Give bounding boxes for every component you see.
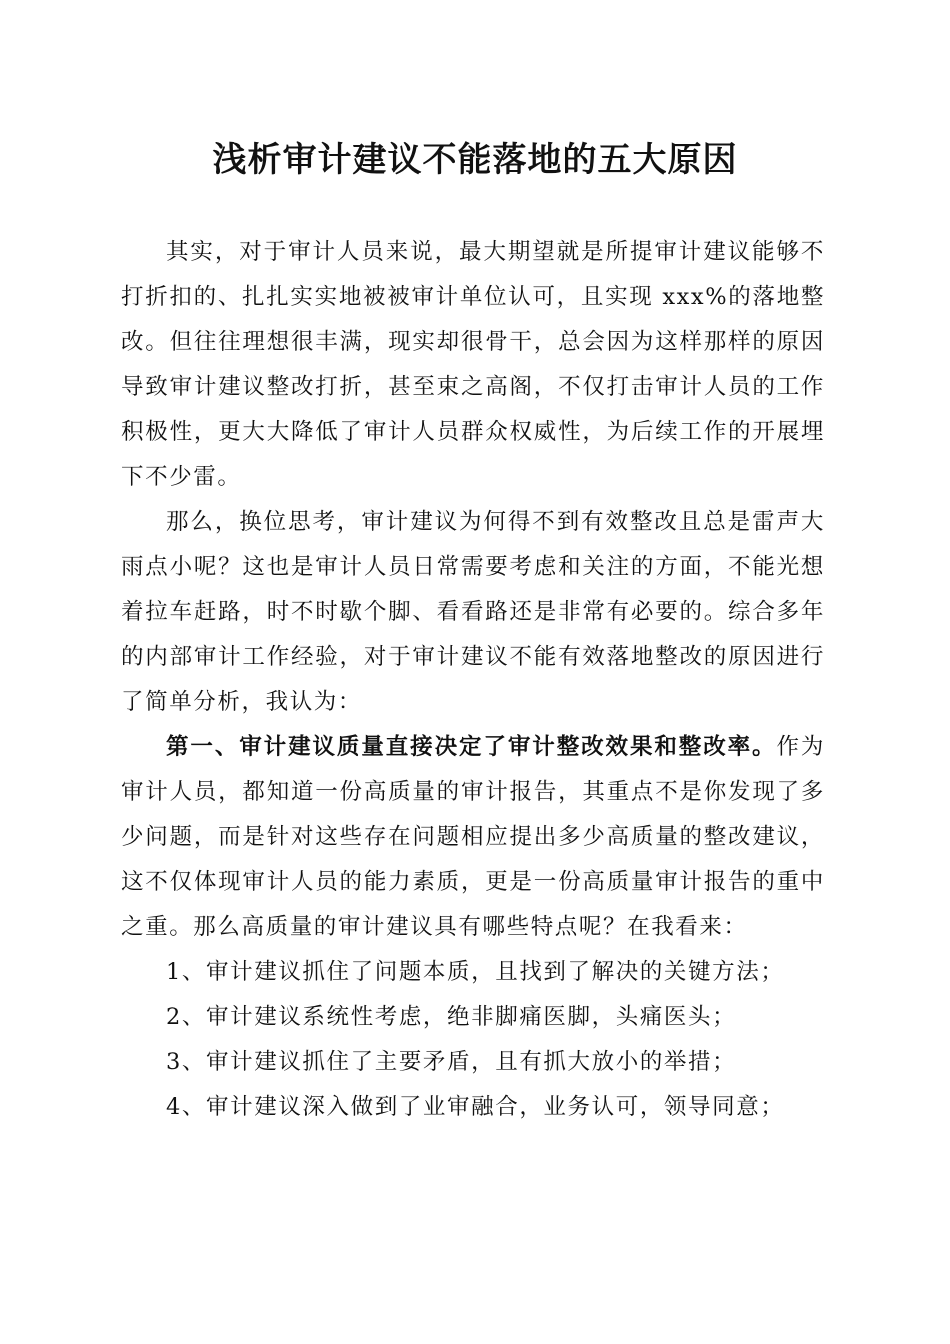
document-title: 浅析审计建议不能落地的五大原因 (212, 140, 738, 180)
paragraph-intro: 其实，对于审计人员来说，最大期望就是所提审计建议能够不打折扣的、扎扎实实地被被审计单位认可，且实现 xxx%的落地整改。但往往理想很丰满，现实却很骨干，总会因为这样那样的原因导致审计建议整改打折，甚至束之高阁，不仅打击审计人员的工作积极性，更大大降低了审计人员群众权威性，为后续工作的开展埋下不少雷。 (121, 239, 825, 490)
list-item: 3、审计建议抓住了主要矛盾，且有抓大放小的举措； (166, 1049, 737, 1075)
list-item: 4、审计建议深入做到了业审融合，业务认可，领导同意； (166, 1094, 785, 1120)
section-1-heading: 第一、审计建议质量直接决定了审计整改效果和整改率。 (166, 734, 777, 760)
paragraph-analysis: 那么，换位思考，审计建议为何得不到有效整改且总是雷声大雨点小呢？这也是审计人员日常需要考虑和关注的方面，不能光想着拉车赶路，时不时歇个脚、看看路还是非常有必要的。综合多年的内部审计工作经验，对于审计建议不能有效落地整改的原因进行了简单分析，我认为： (121, 509, 825, 715)
section-1-paragraph (121, 725, 825, 950)
section-1-text: 作为审计人员，都知道一份高质量的审计报告，其重点不是你发现了多少问题，而是针对这些存在问题相应提出多少高质量的整改建议，这不仅体现审计人员的能力素质，更是一份高质量审计报告的重中之重。那么高质量的审计建议具有哪些特点呢？在我看来： (121, 734, 825, 940)
document-body (121, 230, 825, 1130)
list-item: 2、审计建议系统性考虑，绝非脚痛医脚，头痛医头； (166, 1004, 737, 1030)
list-item: 1、审计建议抓住了问题本质，且找到了解决的关键方法； (166, 959, 785, 985)
